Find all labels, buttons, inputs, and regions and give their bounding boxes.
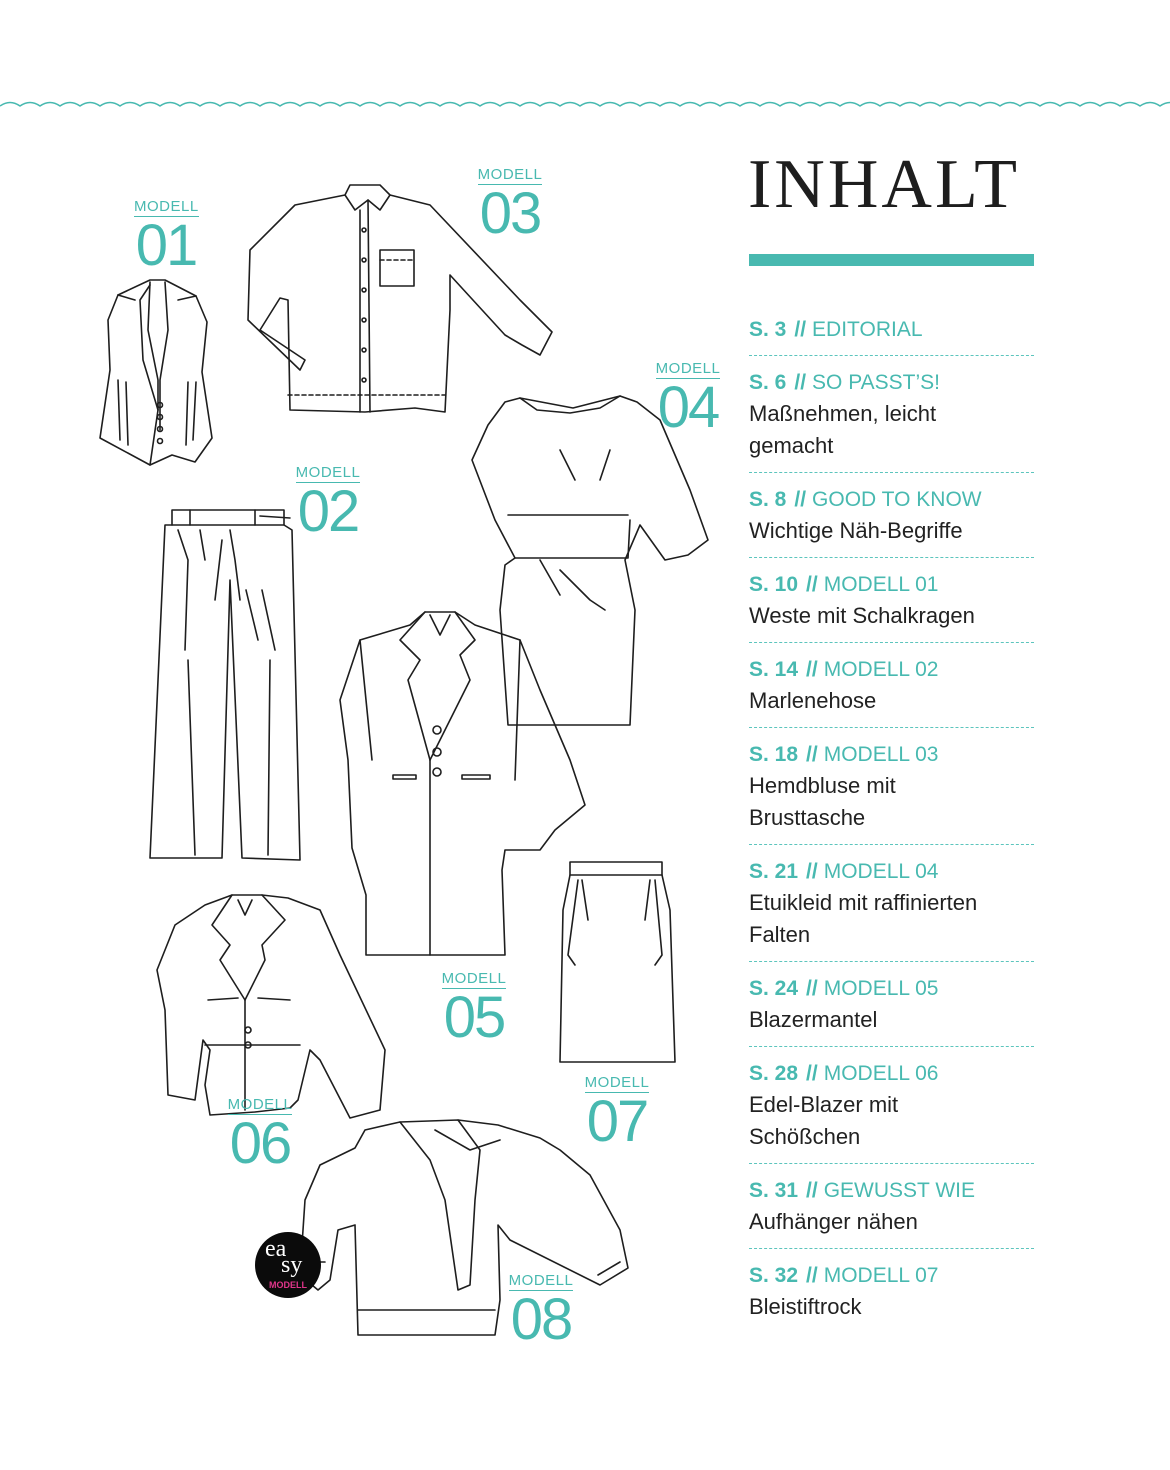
toc-entry[interactable] xyxy=(749,1256,1034,1333)
toc-section: MODELL 04 xyxy=(823,860,939,883)
toc-section: MODELL 03 xyxy=(823,743,939,766)
toc-entry[interactable] xyxy=(749,735,1034,845)
toc-subtitle: Schößchen xyxy=(749,1124,861,1149)
logo-text-modell: MODELL xyxy=(269,1280,307,1290)
toc-page: S. 6 xyxy=(749,371,787,394)
toc-separator: // xyxy=(806,658,818,681)
toc-page: S. 14 xyxy=(749,658,799,681)
trousers-icon[interactable] xyxy=(150,510,300,860)
toc-page: S. 10 xyxy=(749,573,799,596)
toc-page: S. 18 xyxy=(749,743,799,766)
toc-entry[interactable] xyxy=(749,480,1034,558)
toc-separator: // xyxy=(806,573,818,596)
toc-subtitle: Wichtige Näh-Begriffe xyxy=(749,518,963,543)
toc-section: MODELL 07 xyxy=(823,1264,939,1287)
pencil-skirt-icon[interactable] xyxy=(560,862,675,1062)
modell-word: MODELL xyxy=(508,1272,574,1289)
toc-section: GEWUSST WIE xyxy=(823,1179,976,1202)
toc-separator: // xyxy=(794,318,807,341)
peplum-blazer-icon[interactable] xyxy=(157,895,385,1118)
modell-number: 04 xyxy=(657,375,719,440)
modell-number: 03 xyxy=(479,181,541,246)
modell-label-03 xyxy=(475,166,545,246)
toc-section: MODELL 01 xyxy=(823,573,939,596)
modell-label-05 xyxy=(440,970,508,1050)
toc-entry[interactable] xyxy=(749,1171,1034,1249)
modell-number: 07 xyxy=(586,1089,648,1154)
modell-label-06 xyxy=(226,1096,294,1176)
modell-label-07 xyxy=(584,1074,650,1154)
toc-page: S. 32 xyxy=(749,1264,799,1287)
toc-subtitle: Maßnehmen, leicht xyxy=(749,401,937,426)
modell-label-04 xyxy=(655,360,721,440)
toc-section: EDITORIAL xyxy=(812,318,923,341)
toc-subtitle: Etuikleid mit raffinierten xyxy=(749,890,978,915)
toc-separator: // xyxy=(806,1062,818,1085)
modell-number: 05 xyxy=(443,985,505,1050)
toc-separator: // xyxy=(806,860,818,883)
modell-word: MODELL xyxy=(227,1096,293,1113)
toc-subtitle: Falten xyxy=(749,922,811,947)
toc-subtitle: Aufhänger nähen xyxy=(749,1209,918,1234)
toc-separator: // xyxy=(794,371,807,394)
toc-section: MODELL 05 xyxy=(823,977,939,1000)
toc-section: SO PASST’S! xyxy=(812,371,941,394)
page-title: INHALT xyxy=(748,146,1021,223)
modell-number: 02 xyxy=(297,479,359,544)
toc-subtitle: Bleistiftrock xyxy=(749,1294,862,1319)
title-underline xyxy=(749,254,1034,266)
toc-separator: // xyxy=(806,743,818,766)
modell-word: MODELL xyxy=(441,970,507,987)
toc-separator: // xyxy=(806,977,818,1000)
table-of-contents xyxy=(749,310,1034,1340)
toc-entry[interactable] xyxy=(749,650,1034,728)
toc-section: MODELL 06 xyxy=(823,1062,939,1085)
modell-word: MODELL xyxy=(655,360,721,377)
modell-label-02 xyxy=(294,464,362,544)
toc-subtitle: gemacht xyxy=(749,433,834,458)
toc-page: S. 3 xyxy=(749,318,787,341)
toc-page: S. 28 xyxy=(749,1062,799,1085)
modell-number: 06 xyxy=(229,1111,291,1176)
toc-subtitle: Hemdbluse mit xyxy=(749,773,896,798)
toc-subtitle: Marlenehose xyxy=(749,688,877,713)
toc-entry[interactable] xyxy=(749,1054,1034,1164)
toc-entry[interactable] xyxy=(749,363,1034,473)
blazer-coat-icon[interactable] xyxy=(340,612,585,955)
toc-subtitle: Weste mit Schalkragen xyxy=(749,603,975,628)
sheath-dress-icon[interactable] xyxy=(472,396,708,725)
modell-word: MODELL xyxy=(295,464,361,481)
toc-separator: // xyxy=(806,1179,818,1202)
toc-subtitle: Brusttasche xyxy=(749,805,866,830)
toc-page: S. 31 xyxy=(749,1179,799,1202)
toc-subtitle: Edel-Blazer mit xyxy=(749,1092,899,1117)
toc-subtitle: Blazermantel xyxy=(749,1007,878,1032)
toc-entry[interactable] xyxy=(749,852,1034,962)
vest-icon[interactable] xyxy=(100,280,212,465)
toc-entry[interactable] xyxy=(749,969,1034,1047)
modell-word: MODELL xyxy=(134,198,199,215)
modell-label-08 xyxy=(507,1272,575,1352)
toc-separator: // xyxy=(794,488,807,511)
toc-page: S. 21 xyxy=(749,860,799,883)
modell-number: 01 xyxy=(135,213,197,278)
toc-page: S. 8 xyxy=(749,488,787,511)
toc-section: MODELL 02 xyxy=(823,658,939,681)
toc-entry[interactable] xyxy=(749,565,1034,643)
modell-number: 08 xyxy=(510,1287,572,1352)
toc-section: GOOD TO KNOW xyxy=(812,488,982,511)
easy-modell-logo xyxy=(255,1232,321,1298)
toc-entry[interactable] xyxy=(749,310,1034,356)
toc-page: S. 24 xyxy=(749,977,799,1000)
modell-word: MODELL xyxy=(584,1074,650,1091)
modell-word: MODELL xyxy=(477,166,543,183)
logo-text-ea: ea xyxy=(265,1236,287,1262)
modell-label-01 xyxy=(134,198,199,278)
toc-separator: // xyxy=(806,1264,818,1287)
logo-text-sy: sy xyxy=(281,1252,303,1278)
bow-blouse-icon[interactable] xyxy=(300,1120,628,1335)
